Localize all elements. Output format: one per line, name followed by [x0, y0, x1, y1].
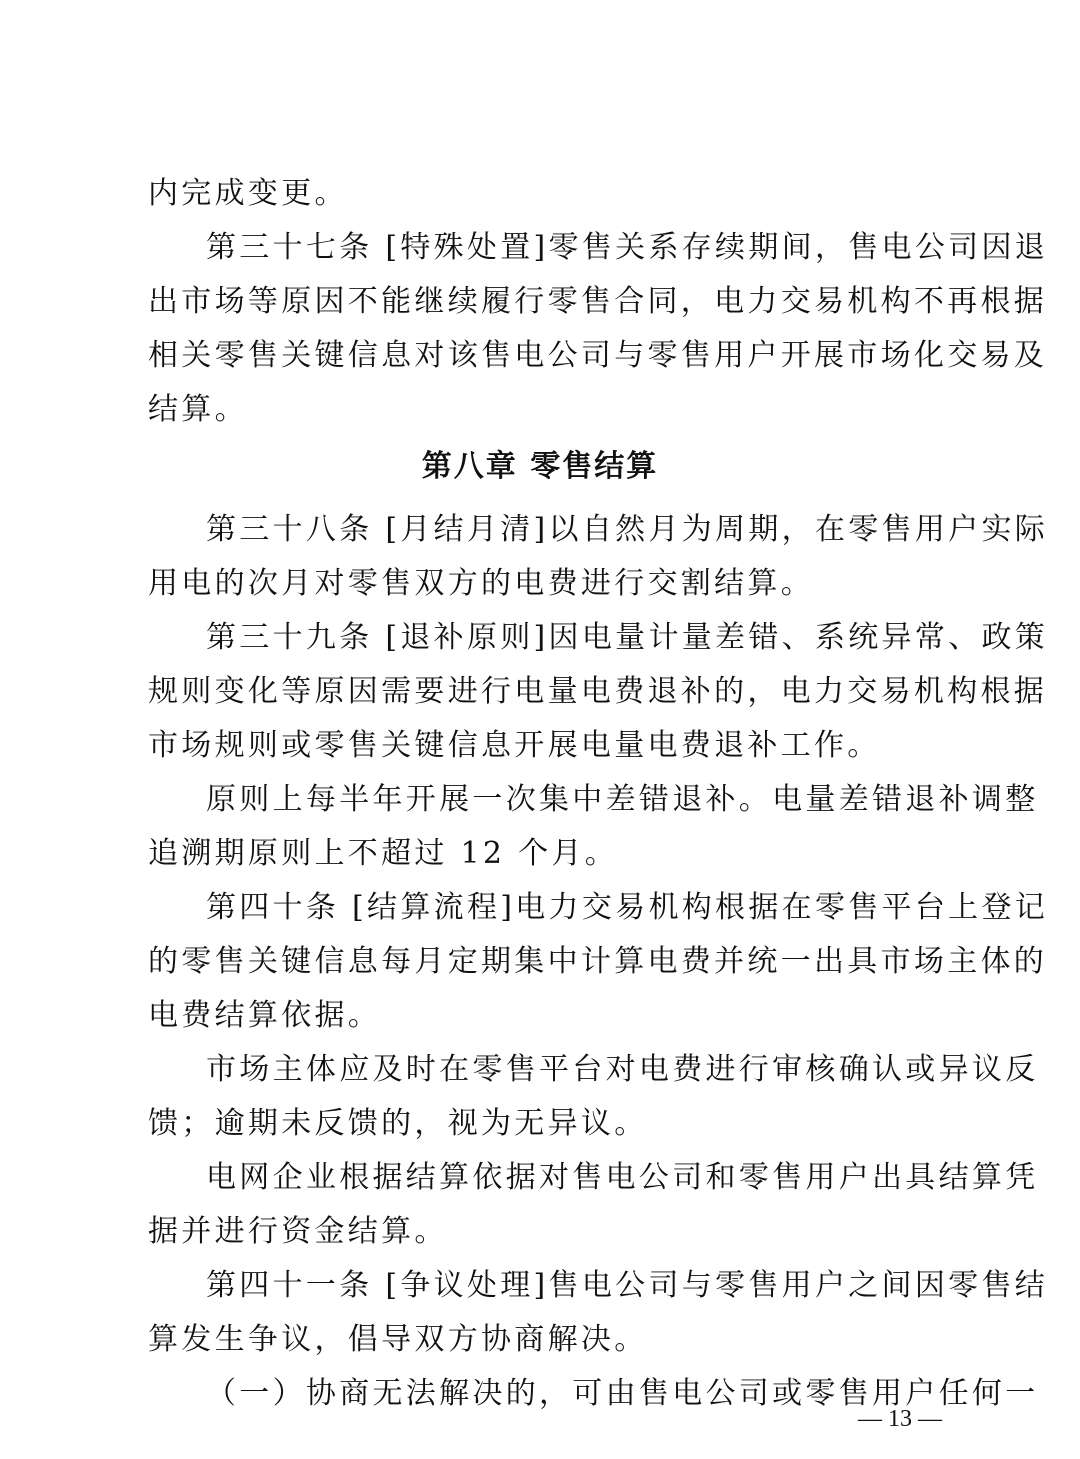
- article-39-first-line: 第三十九条 [退补原则]因电量计量差错、系统异常、政策: [206, 620, 1049, 655]
- article-40-first-line: 第四十条 [结算流程]电力交易机构根据在零售平台上登记: [206, 890, 1049, 925]
- text-line: 馈；逾期未反馈的，视为无异议。: [148, 1106, 648, 1141]
- text-line: 的零售关键信息每月定期集中计算电费并统一出具市场主体的: [148, 944, 1048, 979]
- text-line: 出市场等原因不能继续履行零售合同，电力交易机构不再根据: [148, 284, 1048, 319]
- text-line: 算发生争议，倡导双方协商解决。: [148, 1322, 648, 1357]
- chapter-heading: 第八章 零售结算: [421, 449, 659, 484]
- text-line: 结算。: [148, 392, 248, 427]
- text-line: 相关零售关键信息对该售电公司与零售用户开展市场化交易及: [148, 338, 1048, 373]
- paragraph-first-line: 原则上每半年开展一次集中差错退补。电量差错退补调整: [206, 782, 1039, 817]
- paragraph-first-line: 市场主体应及时在零售平台对电费进行审核确认或异议反: [206, 1052, 1039, 1087]
- text-line: 规则变化等原因需要进行电量电费退补的，电力交易机构根据: [148, 674, 1048, 709]
- text-line: 电费结算依据。: [148, 998, 382, 1033]
- text-line: 用电的次月对零售双方的电费进行交割结算。: [148, 566, 814, 601]
- text-line: 内完成变更。: [148, 176, 348, 211]
- page-number: — 13 —: [858, 1406, 942, 1432]
- article-41-first-line: 第四十一条 [争议处理]售电公司与零售用户之间因零售结: [206, 1268, 1049, 1303]
- text-line: 市场规则或零售关键信息开展电量电费退补工作。: [148, 728, 881, 763]
- paragraph-first-line: 电网企业根据结算依据对售电公司和零售用户出具结算凭: [206, 1160, 1039, 1195]
- text-line: 追溯期原则上不超过 12 个月。: [148, 836, 619, 871]
- article-37-first-line: 第三十七条 [特殊处置]零售关系存续期间，售电公司因退: [206, 230, 1049, 265]
- article-38-first-line: 第三十八条 [月结月清]以自然月为周期，在零售用户实际: [206, 512, 1049, 547]
- text-line: 据并进行资金结算。: [148, 1214, 448, 1249]
- list-item-first-line: （一）协商无法解决的，可由售电公司或零售用户任何一: [206, 1376, 1039, 1411]
